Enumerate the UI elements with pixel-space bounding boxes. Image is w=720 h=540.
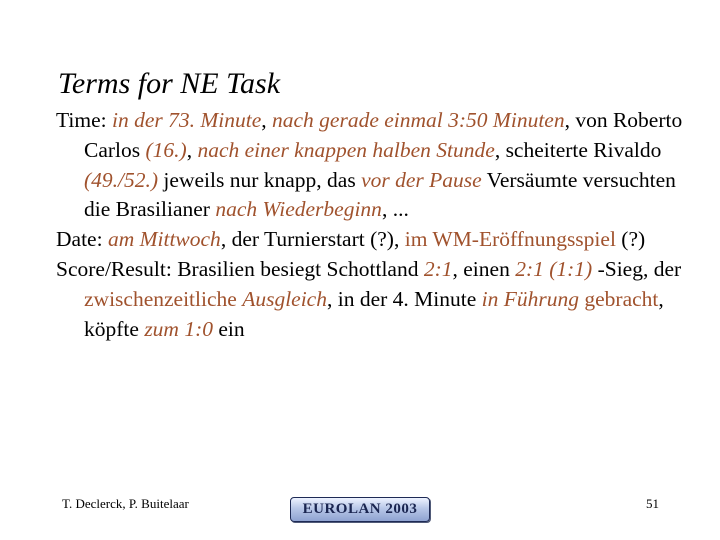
- text-run: ,: [186, 137, 198, 162]
- slide-body: [56, 106, 686, 344]
- highlighted-term: am Mittwoch: [107, 227, 221, 252]
- text-run: , der Turnierstart (?),: [220, 227, 405, 252]
- text-run: Score/Result: Brasilien besiegt Schottland: [56, 256, 424, 281]
- text-run: , ...: [381, 197, 409, 222]
- highlighted-term: im WM-Eröffnungsspiel: [404, 227, 616, 252]
- highlighted-term: vor der Pause: [361, 167, 482, 192]
- text-run: , scheiterte Rivaldo: [494, 137, 662, 162]
- page-number: 51: [646, 496, 659, 511]
- paragraph-score-result: [56, 255, 686, 344]
- highlighted-term: Ausgleich: [242, 286, 327, 311]
- text-run: Versäumte versuchten die Brasilianer: [84, 167, 676, 222]
- eurolan-logo: [290, 497, 430, 522]
- text-run: Date:: [56, 227, 108, 252]
- highlighted-term: zwischenzeitliche: [84, 286, 243, 311]
- text-run: ,: [261, 108, 273, 132]
- highlighted-term: (16.): [145, 137, 187, 162]
- highlighted-term: in der 73. Minute: [111, 108, 262, 132]
- text-run: , von Roberto Carlos: [84, 108, 683, 162]
- highlighted-term: 2:1 (1:1): [515, 256, 593, 281]
- highlighted-term: nach einer knappen halben Stunde: [197, 137, 495, 162]
- eurolan-logo-text: EUROLAN 2003: [302, 501, 418, 517]
- highlighted-term: (49./52.): [84, 167, 159, 192]
- highlighted-term: nach Wiederbeginn: [215, 197, 382, 222]
- highlighted-term: gebracht: [584, 286, 659, 311]
- text-run: , einen: [452, 256, 516, 281]
- text-run: Time:: [56, 108, 112, 132]
- highlighted-term: zum 1:0: [144, 316, 213, 341]
- footer-authors: T. Declerck, P. Buitelaar: [62, 496, 189, 511]
- slide-title: Terms for NE Task: [58, 67, 281, 100]
- paragraph-time: [56, 106, 686, 225]
- text-run: , köpfte: [84, 286, 664, 341]
- highlighted-term: in Führung: [481, 286, 580, 311]
- text-run: (?): [615, 227, 646, 252]
- highlighted-term: 2:1: [423, 256, 453, 281]
- highlighted-term: nach gerade einmal 3:50 Minuten: [272, 108, 565, 132]
- text-run: , in der 4. Minute: [326, 286, 482, 311]
- text-run: jeweils nur knapp, das: [158, 167, 362, 192]
- text-run: -Sieg, der: [592, 256, 682, 281]
- paragraph-date: [56, 225, 686, 255]
- text-run: ein: [213, 316, 245, 341]
